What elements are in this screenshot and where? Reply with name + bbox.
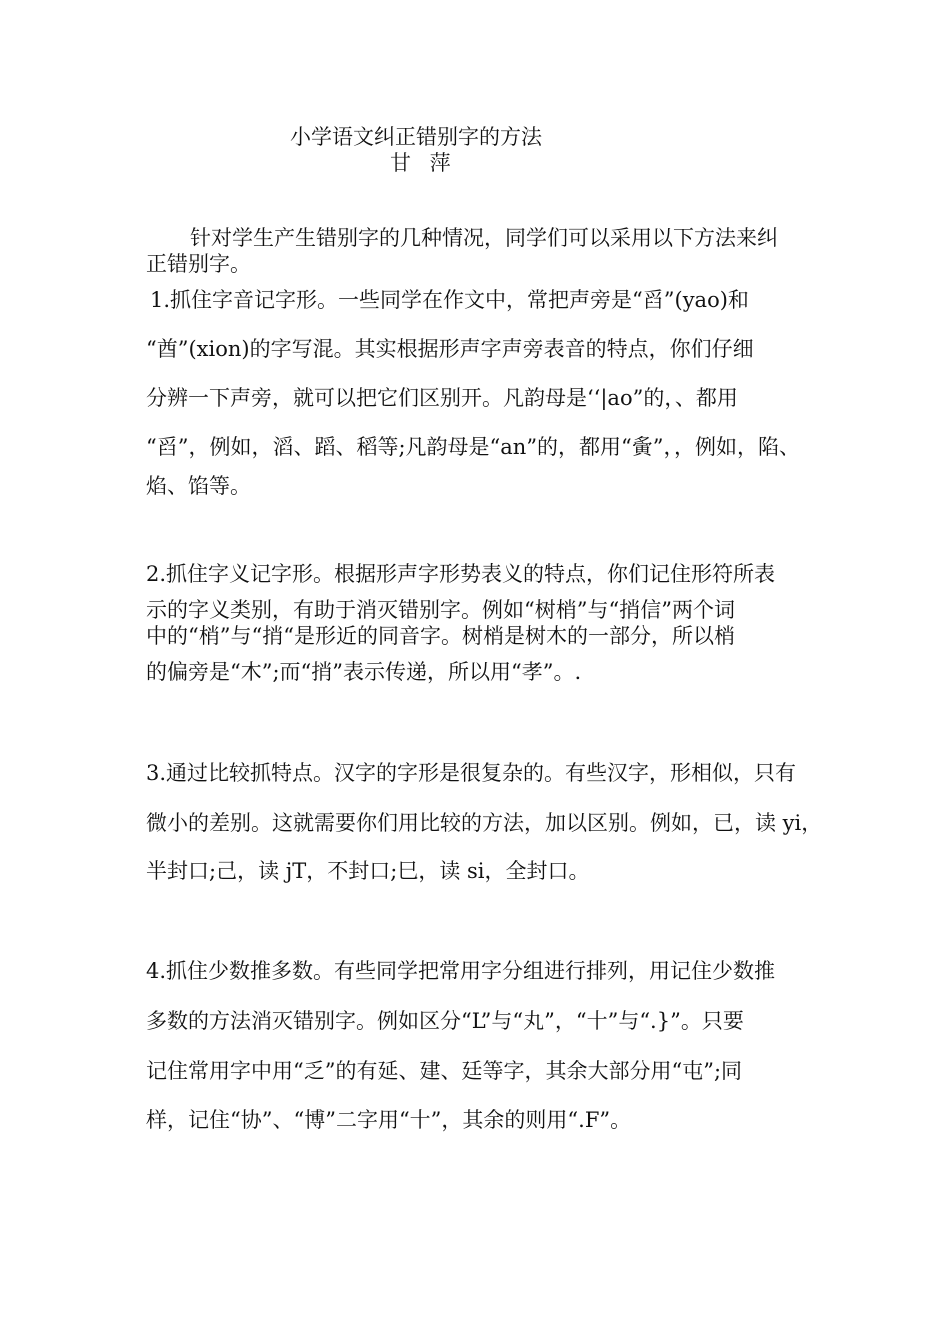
- document-title: 小学语文纠正错别字的方法: [290, 125, 542, 149]
- intro-line: 针对学生产生错别字的几种情况，同学们可以采用以下方法来纠: [190, 226, 778, 250]
- section4-line: 样，记住“协”、“博”二字用“十”，其余的则用“.F”。: [146, 1108, 632, 1132]
- section4-line: 4.抓住少数推多数。有些同学把常用字分组进行排列，用记住少数推: [146, 959, 776, 983]
- section3-line: 半封口;己，读 jT，不封口;巳，读 si，全封口。: [146, 859, 590, 883]
- section2-line: 的偏旁是“木”;而“捎”表示传递，所以用“孝”。.: [146, 660, 582, 684]
- section1-line: 焰、馅等。: [146, 474, 251, 498]
- section2-line: 2.抓住字义记字形。根据形声字形势表义的特点，你们记住形符所表: [146, 562, 776, 586]
- intro-line: 正错别字。: [146, 252, 251, 276]
- section1-line: “舀”，例如，滔、蹈、稻等;凡韵母是“an”的，都用“夤”，，例如，陷、: [146, 435, 801, 459]
- section1-line: “酋”(xion)的字写混。其实根据形声字声旁表音的特点，你们仔细: [146, 337, 754, 361]
- section2-line: 示的字义类别，有助于消灭错别字。例如“树梢”与“捎信”两个词: [146, 598, 735, 622]
- document-author: 甘 萍: [390, 151, 457, 175]
- section1-line: 1.抓住字音记字形。一些同学在作文中，常把声旁是“舀”(yao)和: [150, 288, 749, 312]
- section4-line: 多数的方法消灭错别字。例如区分“L”与“丸”，“十”与“.}”。只要: [146, 1009, 744, 1033]
- section1-line: 分辨一下声旁，就可以把它们区别开。凡韵母是‘‘|ao”的，、都用: [146, 386, 738, 410]
- section4-line: 记住常用字中用“乏”的有延、建、廷等字，其余大部分用“屯”;同: [146, 1059, 743, 1083]
- section3-line: 3.通过比较抓特点。汉字的字形是很复杂的。有些汉字，形相似，只有: [146, 761, 797, 785]
- section3-line: 微小的差别。这就需要你们用比较的方法，加以区别。例如，已，读 yi，: [146, 811, 823, 835]
- section2-line: 中的“梢”与“捎“是形近的同音字。树梢是树木的一部分，所以梢: [146, 624, 735, 648]
